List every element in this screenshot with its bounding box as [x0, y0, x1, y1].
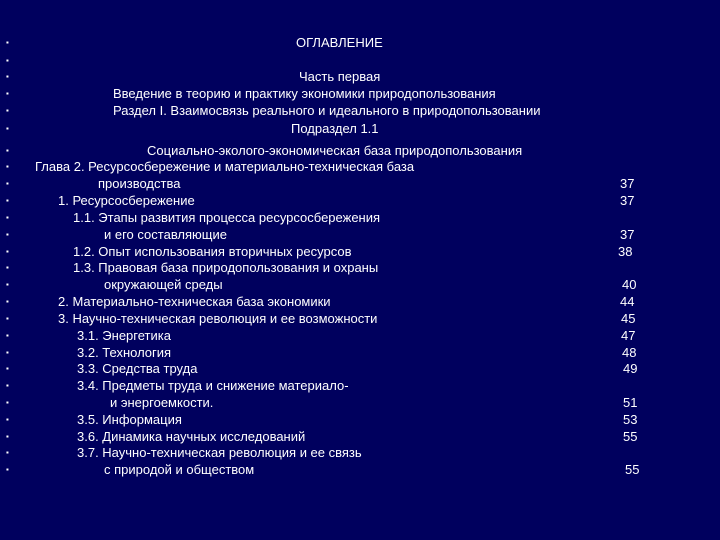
- toc-entry-text: 3.5. Информация: [77, 412, 182, 427]
- toc-row: [0, 209, 720, 226]
- bullet-icon: ▪: [6, 72, 9, 81]
- bullet-icon: ▪: [6, 331, 9, 340]
- toc-entry-text: производства: [98, 176, 181, 191]
- toc-page-number: 37: [620, 227, 635, 242]
- toc-heading: ОГЛАВЛЕНИЕ: [296, 35, 383, 50]
- toc-page-number: 38: [618, 244, 633, 259]
- bullet-icon: ▪: [6, 415, 9, 424]
- bullet-icon: ▪: [6, 247, 9, 256]
- bullet-icon: ▪: [6, 179, 9, 188]
- toc-entry-text: и его составляющие: [104, 227, 227, 242]
- toc-row: [0, 360, 720, 377]
- toc-page-number: 55: [623, 429, 638, 444]
- toc-entry-text: Часть первая: [299, 69, 381, 84]
- bullet-icon: ▪: [6, 432, 9, 441]
- bullet-icon: ▪: [6, 398, 9, 407]
- toc-entry-text: Раздел I. Взаимосвязь реального и идеального в природопользовании: [113, 103, 541, 118]
- toc-row: [0, 310, 720, 327]
- bullet-icon: ▪: [6, 364, 9, 373]
- toc-entry-text: 3.3. Средства труда: [77, 361, 198, 376]
- toc-entry-text: 3. Научно-техническая революция и ее возможности: [58, 311, 378, 326]
- toc-row: [0, 377, 720, 394]
- bullet-icon: ▪: [6, 106, 9, 115]
- toc-entry-text: 3.6. Динамика научных исследований: [77, 429, 306, 444]
- toc-row: [0, 444, 720, 461]
- toc-row: [0, 142, 720, 159]
- toc-row: [0, 102, 720, 119]
- toc-row: [0, 52, 720, 69]
- toc-entry-text: 1.1. Этапы развития процесса ресурсосбережения: [73, 210, 381, 225]
- toc-row: [0, 192, 720, 209]
- bullet-icon: ▪: [6, 263, 9, 272]
- toc-row: [0, 276, 720, 293]
- toc-row: [0, 158, 720, 175]
- toc-row: [0, 175, 720, 192]
- toc-row: [0, 34, 720, 51]
- toc-row: [0, 327, 720, 344]
- toc-page-number: 44: [620, 294, 635, 309]
- toc-page-number: 47: [621, 328, 636, 343]
- bullet-icon: ▪: [6, 146, 9, 155]
- bullet-icon: ▪: [6, 196, 9, 205]
- toc-entry-text: окружающей среды: [104, 277, 223, 292]
- toc-page-number: 48: [622, 345, 637, 360]
- toc-entry-text: Подраздел 1.1: [291, 121, 379, 136]
- toc-row: [0, 120, 720, 137]
- toc-entry-text: 1.2. Опыт использования вторичных ресурсов: [73, 244, 352, 259]
- toc-row: [0, 411, 720, 428]
- toc-entry-text: с природой и обществом: [104, 462, 255, 477]
- toc-row: [0, 344, 720, 361]
- toc-row: [0, 226, 720, 243]
- bullet-icon: ▪: [6, 124, 9, 133]
- toc-entry-text: 1. Ресурсосбережение: [58, 193, 195, 208]
- toc-row: [0, 428, 720, 445]
- toc-page-number: 49: [623, 361, 638, 376]
- bullet-icon: ▪: [6, 280, 9, 289]
- toc-row: [0, 461, 720, 478]
- toc-row: [0, 85, 720, 102]
- toc-page-number: 55: [625, 462, 640, 477]
- toc-entry-text: 2. Материально-техническая база экономики: [58, 294, 331, 309]
- toc-row: [0, 68, 720, 85]
- bullet-icon: ▪: [6, 38, 9, 47]
- toc-page-number: 53: [623, 412, 638, 427]
- bullet-icon: ▪: [6, 56, 9, 65]
- toc-entry-text: Глава 2. Ресурсосбережение и материально-техническая база: [35, 159, 415, 174]
- toc-page-number: 40: [622, 277, 637, 292]
- bullet-icon: ▪: [6, 230, 9, 239]
- bullet-icon: ▪: [6, 213, 9, 222]
- bullet-icon: ▪: [6, 465, 9, 474]
- bullet-icon: ▪: [6, 89, 9, 98]
- toc-entry-text: и энергоемкости.: [110, 395, 214, 410]
- toc-row: [0, 259, 720, 276]
- toc-entry-text: 3.7. Научно-техническая революция и ее связь: [77, 445, 362, 460]
- toc-row: [0, 394, 720, 411]
- toc-page-number: 45: [621, 311, 636, 326]
- bullet-icon: ▪: [6, 381, 9, 390]
- bullet-icon: ▪: [6, 348, 9, 357]
- toc-entry-text: 3.4. Предметы труда и снижение материало-: [77, 378, 349, 393]
- toc-entry-text: 1.3. Правовая база природопользования и охраны: [73, 260, 379, 275]
- bullet-icon: ▪: [6, 297, 9, 306]
- toc-page-number: 51: [623, 395, 638, 410]
- toc-entry-text: Социально-эколого-экономическая база природопользования: [147, 143, 523, 158]
- toc-entry-text: 3.2. Технология: [77, 345, 172, 360]
- toc-entry-text: 3.1. Энергетика: [77, 328, 171, 343]
- toc-page-number: 37: [620, 193, 635, 208]
- bullet-icon: ▪: [6, 448, 9, 457]
- toc-row: [0, 293, 720, 310]
- bullet-icon: ▪: [6, 314, 9, 323]
- bullet-icon: ▪: [6, 162, 9, 171]
- toc-entry-text: Введение в теорию и практику экономики природопользования: [113, 86, 496, 101]
- toc-row: [0, 243, 720, 260]
- toc-page-number: 37: [620, 176, 635, 191]
